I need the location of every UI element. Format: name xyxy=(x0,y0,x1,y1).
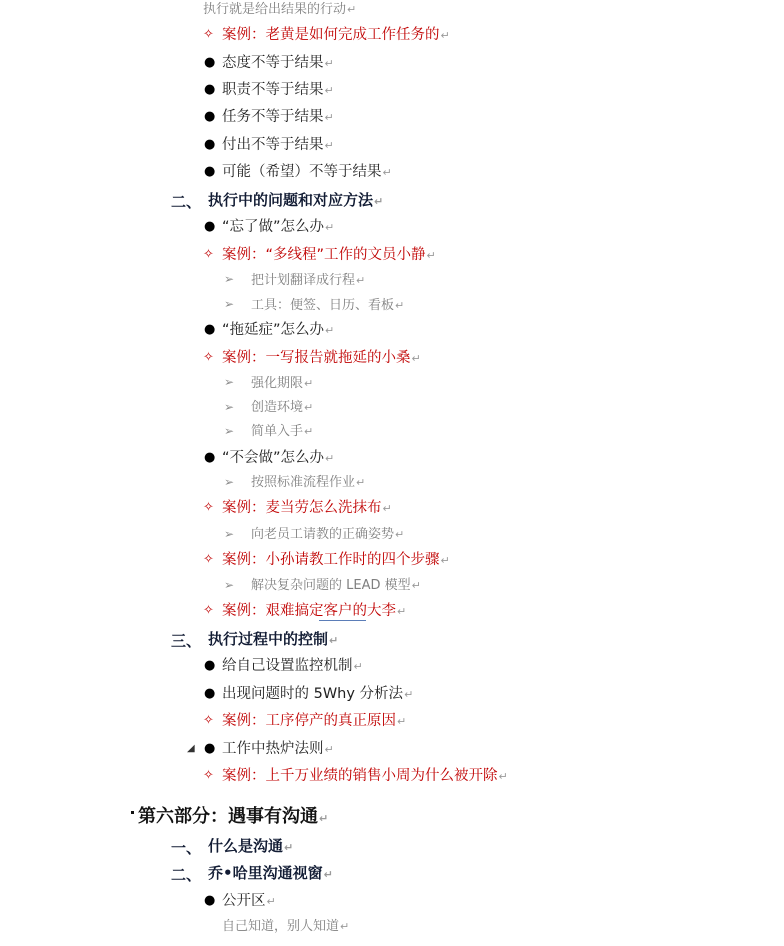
bullet-icon: ● xyxy=(204,322,216,337)
paragraph-mark-icon: ↵ xyxy=(498,770,508,783)
bullet-item[interactable]: 态度不等于结果↵ xyxy=(222,55,334,71)
paragraph-mark-icon: ↵ xyxy=(304,425,314,438)
section-number: 二、 xyxy=(171,866,202,884)
section-heading[interactable]: 执行过程中的控制↵ xyxy=(208,630,339,648)
bullet-item[interactable]: 出现问题时的 5Why 分析法↵ xyxy=(222,686,414,702)
bullet-item[interactable]: “不会做”怎么办↵ xyxy=(222,450,335,466)
paragraph-mark-icon: ↵ xyxy=(426,249,436,262)
sub-item[interactable]: 简单入手↵ xyxy=(251,424,314,439)
paragraph-mark-icon: ↵ xyxy=(395,299,405,312)
paragraph-mark-icon: ↵ xyxy=(397,715,407,728)
bullet-icon: ● xyxy=(204,137,216,152)
bullet-icon: ● xyxy=(204,109,216,124)
paragraph-mark-icon: ↵ xyxy=(411,579,421,592)
arrow-bullet-icon: ➢ xyxy=(224,297,235,311)
bullet-item[interactable]: “忘了做”怎么办↵ xyxy=(222,219,335,235)
paragraph-mark-icon: ↵ xyxy=(325,324,335,337)
arrow-bullet-icon: ➢ xyxy=(224,375,235,389)
bullet-item[interactable]: 职责不等于结果↵ xyxy=(222,82,334,98)
sub-item[interactable]: 解决复杂问题的 LEAD 模型↵ xyxy=(251,578,421,593)
paragraph-mark-icon: ↵ xyxy=(353,660,363,673)
sub-item[interactable]: 工具：便签、日历、看板↵ xyxy=(251,298,405,313)
paragraph-mark-icon: ↵ xyxy=(340,920,350,933)
grammar-underline xyxy=(319,620,366,621)
section-number: 三、 xyxy=(171,632,202,650)
paragraph-mark-icon: ↵ xyxy=(347,3,357,16)
paragraph-mark-icon: ↵ xyxy=(324,111,334,124)
paragraph-mark-icon: ↵ xyxy=(323,868,333,881)
bullet-icon: ● xyxy=(204,450,216,465)
section-heading[interactable]: 乔•哈里沟通视窗↵ xyxy=(208,864,333,882)
bullet-item[interactable]: “拖延症”怎么办↵ xyxy=(222,322,335,338)
arrow-bullet-icon: ➢ xyxy=(224,527,235,541)
bullet-item[interactable]: 公开区↵ xyxy=(222,893,276,909)
paragraph-mark-icon: ↵ xyxy=(324,743,334,756)
section-heading[interactable]: 什么是沟通↵ xyxy=(208,837,294,855)
case-item[interactable]: 案例：小孙请教工作时的四个步骤↵ xyxy=(222,552,450,568)
collapse-triangle-icon[interactable]: ◢ xyxy=(187,743,195,754)
sub-item[interactable]: 向老员工请教的正确姿势↵ xyxy=(251,527,405,542)
paragraph-mark-icon: ↵ xyxy=(382,502,392,515)
case-diamond-icon: ✧ xyxy=(203,350,214,365)
bullet-icon: ● xyxy=(204,219,216,234)
sub-item[interactable]: 把计划翻译成行程↵ xyxy=(251,273,366,288)
bullet-icon: ● xyxy=(204,686,216,701)
paragraph-mark-icon: ↵ xyxy=(395,528,405,541)
bullet-icon: ● xyxy=(204,82,216,97)
paragraph-mark-icon: ↵ xyxy=(356,274,366,287)
bullet-icon: ● xyxy=(204,658,216,673)
part-heading[interactable]: 第六部分：遇事有沟通↵ xyxy=(138,806,329,827)
section-number: 一、 xyxy=(171,839,202,857)
paragraph-mark-icon: ↵ xyxy=(266,895,276,908)
paragraph-mark-icon: ↵ xyxy=(324,139,334,152)
case-diamond-icon: ✧ xyxy=(203,768,214,783)
paragraph-mark-icon: ↵ xyxy=(440,29,450,42)
section-number: 二、 xyxy=(171,193,202,211)
case-diamond-icon: ✧ xyxy=(203,713,214,728)
case-item[interactable]: 案例：麦当劳怎么洗抹布↵ xyxy=(222,500,392,516)
paragraph-mark-icon: ↵ xyxy=(325,452,335,465)
sub-item[interactable]: 按照标准流程作业↵ xyxy=(251,475,366,490)
bullet-item[interactable]: 可能（希望）不等于结果↵ xyxy=(222,164,392,180)
paragraph-mark-icon: ↵ xyxy=(397,605,407,618)
paragraph-mark-icon: ↵ xyxy=(404,688,414,701)
arrow-bullet-icon: ➢ xyxy=(224,272,235,286)
body-text: 执行就是给出结果的行动↵ xyxy=(203,2,357,17)
paragraph-mark-icon: ↵ xyxy=(324,57,334,70)
paragraph-mark-icon: ↵ xyxy=(356,476,366,489)
paragraph-mark-icon: ↵ xyxy=(304,377,314,390)
sub-item[interactable]: 强化期限↵ xyxy=(251,376,314,391)
bullet-item[interactable]: 给自己设置监控机制↵ xyxy=(222,658,363,674)
arrow-bullet-icon: ➢ xyxy=(224,424,235,438)
bullet-item[interactable]: 工作中热炉法则↵ xyxy=(222,741,334,757)
case-diamond-icon: ✧ xyxy=(203,247,214,262)
paragraph-mark-icon: ↵ xyxy=(382,166,392,179)
bullet-icon: ● xyxy=(204,55,216,70)
arrow-bullet-icon: ➢ xyxy=(224,475,235,489)
arrow-bullet-icon: ➢ xyxy=(224,400,235,414)
paragraph-mark-icon: ↵ xyxy=(304,401,314,414)
case-item[interactable]: 案例：上千万业绩的销售小周为什么被开除↵ xyxy=(222,768,508,784)
case-item[interactable]: 案例：工序停产的真正原因↵ xyxy=(222,713,407,729)
body-text: 自己知道，别人知道↵ xyxy=(222,919,350,934)
bullet-item[interactable]: 任务不等于结果↵ xyxy=(222,109,334,125)
sub-item[interactable]: 创造环境↵ xyxy=(251,400,314,415)
bullet-icon: ● xyxy=(204,164,216,179)
case-diamond-icon: ✧ xyxy=(203,603,214,618)
heading-marker-icon xyxy=(131,811,134,814)
bullet-item[interactable]: 付出不等于结果↵ xyxy=(222,137,334,153)
case-diamond-icon: ✧ xyxy=(203,27,214,42)
paragraph-mark-icon: ↵ xyxy=(329,634,339,647)
paragraph-mark-icon: ↵ xyxy=(374,195,384,208)
paragraph-mark-icon: ↵ xyxy=(411,352,421,365)
case-diamond-icon: ✧ xyxy=(203,500,214,515)
case-diamond-icon: ✧ xyxy=(203,552,214,567)
case-item[interactable]: 案例：艰难搞定客户的大李↵ xyxy=(222,603,407,619)
case-item[interactable]: 案例：老黄是如何完成工作任务的↵ xyxy=(222,27,450,43)
paragraph-mark-icon: ↵ xyxy=(319,812,329,825)
arrow-bullet-icon: ➢ xyxy=(224,578,235,592)
section-heading[interactable]: 执行中的问题和对应方法↵ xyxy=(208,191,384,209)
paragraph-mark-icon: ↵ xyxy=(324,84,334,97)
paragraph-mark-icon: ↵ xyxy=(440,554,450,567)
bullet-icon: ● xyxy=(204,893,216,908)
case-item[interactable]: 案例：一写报告就拖延的小桑↵ xyxy=(222,350,421,366)
paragraph-mark-icon: ↵ xyxy=(325,221,335,234)
bullet-icon: ● xyxy=(204,741,216,756)
case-item[interactable]: 案例：“多线程”工作的文员小静↵ xyxy=(222,247,436,263)
paragraph-mark-icon: ↵ xyxy=(284,841,294,854)
